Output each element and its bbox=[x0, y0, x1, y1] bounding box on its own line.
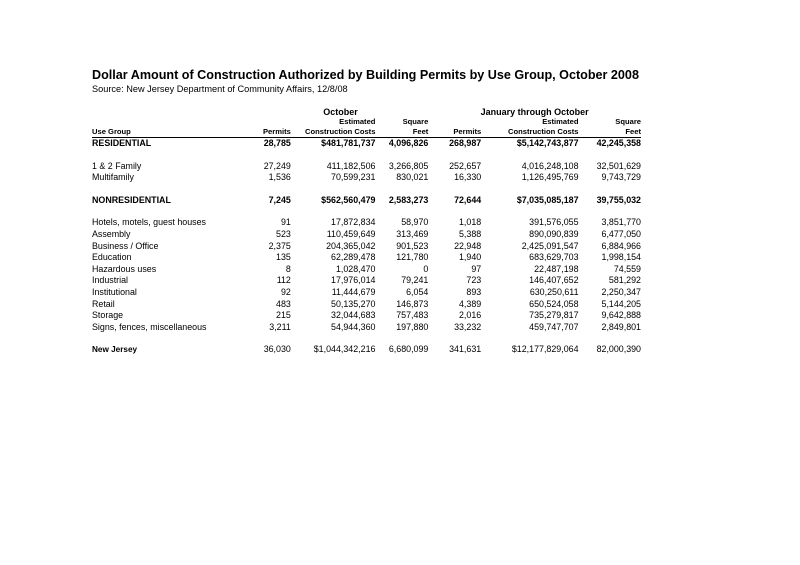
spacer-row bbox=[92, 206, 641, 217]
cell-label: Institutional bbox=[92, 286, 137, 297]
cell-oct-permits: 27,249 bbox=[263, 160, 291, 171]
cell-oct-permits: 7,245 bbox=[268, 194, 291, 205]
cell-oct-permits: 92 bbox=[280, 286, 291, 297]
cell-label: Education bbox=[92, 252, 132, 263]
cell-oct-sqft: 121,780 bbox=[396, 252, 429, 263]
cell-ytd-sqft: 581,292 bbox=[608, 275, 641, 286]
cell-oct-cost: 110,459,649 bbox=[326, 228, 376, 239]
cell-ytd-sqft: 74,559 bbox=[613, 263, 641, 274]
cell-ytd-cost: 146,407,652 bbox=[529, 275, 579, 286]
cell-oct-permits: 483 bbox=[276, 298, 291, 309]
cell-oct-cost: $1,044,342,216 bbox=[313, 344, 376, 355]
cell-oct-cost: 411,182,506 bbox=[326, 160, 376, 171]
cell-oct-sqft: 313,469 bbox=[396, 228, 429, 239]
cell-oct-sqft: 146,873 bbox=[396, 298, 429, 309]
cell-ytd-sqft: 32,501,629 bbox=[596, 160, 641, 171]
cell-ytd-cost: 890,090,839 bbox=[529, 228, 579, 239]
table-row-family12 bbox=[92, 161, 641, 173]
report-header bbox=[92, 68, 652, 95]
cell-ytd-cost: $5,142,743,877 bbox=[516, 138, 579, 148]
cell-ytd-sqft: 6,477,050 bbox=[601, 228, 641, 239]
cell-label: Hotels, motels, guest houses bbox=[92, 217, 206, 228]
period-header-row bbox=[92, 103, 641, 117]
cell-label: Storage bbox=[92, 310, 124, 321]
table-row-new-jersey bbox=[92, 344, 641, 356]
period-ytd: January through October bbox=[480, 107, 589, 117]
spacer-row bbox=[92, 150, 641, 161]
cell-ytd-permits: 1,940 bbox=[459, 252, 482, 263]
table-row-industrial bbox=[92, 275, 641, 287]
oct-cost-header: Construction Costs bbox=[291, 127, 376, 138]
cell-oct-sqft: 79,241 bbox=[401, 275, 429, 286]
table-row-hazardous bbox=[92, 264, 641, 276]
cell-ytd-permits: 97 bbox=[471, 263, 482, 274]
use-group-header: Use Group bbox=[92, 127, 253, 138]
cell-oct-cost: 50,135,270 bbox=[331, 298, 376, 309]
cell-oct-cost: 32,044,683 bbox=[331, 310, 376, 321]
cell-ytd-cost: 735,279,817 bbox=[529, 310, 579, 321]
oct-feet-header: Feet bbox=[375, 127, 428, 138]
cell-oct-permits: 2,375 bbox=[268, 240, 291, 251]
cell-ytd-permits: 2,016 bbox=[459, 310, 482, 321]
cell-ytd-sqft: 9,743,729 bbox=[601, 172, 641, 183]
spacer-row bbox=[92, 333, 641, 344]
cell-oct-sqft: 757,483 bbox=[396, 310, 429, 321]
cell-ytd-sqft: 42,245,358 bbox=[596, 138, 641, 148]
permits-table bbox=[92, 103, 641, 356]
cell-ytd-permits: 341,631 bbox=[449, 344, 482, 355]
cell-ytd-cost: 1,126,495,769 bbox=[521, 172, 579, 183]
table-row-retail bbox=[92, 299, 641, 311]
table-row-institutional bbox=[92, 287, 641, 299]
cell-ytd-sqft: 6,884,966 bbox=[601, 240, 641, 251]
ytd-cost-header: Construction Costs bbox=[481, 127, 578, 138]
cell-oct-sqft: 901,523 bbox=[396, 240, 429, 251]
cell-oct-permits: 215 bbox=[276, 310, 291, 321]
cell-ytd-permits: 5,388 bbox=[459, 228, 482, 239]
cell-oct-cost: 1,028,470 bbox=[335, 263, 376, 274]
cell-oct-sqft: 197,880 bbox=[396, 321, 429, 332]
ytd-square-header: Square bbox=[615, 117, 641, 126]
ytd-feet-header: Feet bbox=[579, 127, 641, 138]
column-header-row-1 bbox=[92, 117, 641, 127]
cell-ytd-cost: 630,250,611 bbox=[529, 286, 579, 297]
cell-ytd-sqft: 82,000,390 bbox=[596, 344, 641, 355]
cell-label: Assembly bbox=[92, 228, 131, 239]
report-source: Source: New Jersey Department of Community Affairs, 12/8/08 bbox=[92, 84, 348, 94]
cell-ytd-cost: 391,576,055 bbox=[529, 217, 579, 228]
cell-label: Signs, fences, miscellaneous bbox=[92, 321, 207, 332]
cell-ytd-permits: 268,987 bbox=[449, 138, 482, 148]
cell-oct-permits: 8 bbox=[285, 263, 291, 274]
cell-oct-sqft: 3,266,805 bbox=[388, 160, 429, 171]
cell-ytd-permits: 252,657 bbox=[449, 160, 482, 171]
cell-oct-cost: 17,872,834 bbox=[331, 217, 376, 228]
cell-oct-sqft: 2,583,273 bbox=[388, 194, 429, 205]
cell-oct-cost: 54,944,360 bbox=[331, 321, 376, 332]
oct-estimated-header: Estimated bbox=[339, 117, 376, 126]
column-header-row-2 bbox=[92, 127, 641, 138]
report-title: Dollar Amount of Construction Authorized by Building Permits by Use Group, October 2008 bbox=[92, 68, 639, 82]
cell-oct-permits: 36,030 bbox=[263, 344, 291, 355]
cell-oct-permits: 28,785 bbox=[263, 138, 291, 148]
cell-oct-cost: 70,599,231 bbox=[331, 172, 376, 183]
cell-ytd-cost: 2,425,091,547 bbox=[521, 240, 579, 251]
cell-ytd-cost: 22,487,198 bbox=[534, 263, 579, 274]
table-row-signs bbox=[92, 322, 641, 334]
cell-oct-cost: $562,560,479 bbox=[321, 194, 376, 205]
cell-ytd-sqft: 1,998,154 bbox=[601, 252, 641, 263]
cell-oct-cost: 204,365,042 bbox=[326, 240, 376, 251]
cell-ytd-cost: 650,524,058 bbox=[529, 298, 579, 309]
cell-label: Business / Office bbox=[92, 240, 159, 251]
cell-oct-permits: 1,536 bbox=[268, 172, 291, 183]
table-row-nonresidential bbox=[92, 195, 641, 207]
cell-ytd-cost: $12,177,829,064 bbox=[511, 344, 579, 355]
oct-permits-header: Permits bbox=[253, 127, 291, 138]
cell-oct-sqft: 0 bbox=[423, 263, 429, 274]
cell-ytd-sqft: 3,851,770 bbox=[601, 217, 641, 228]
cell-ytd-permits: 4,389 bbox=[459, 298, 482, 309]
ytd-permits-header: Permits bbox=[428, 127, 481, 138]
cell-label: Retail bbox=[92, 298, 115, 309]
cell-oct-sqft: 830,021 bbox=[396, 172, 429, 183]
cell-oct-permits: 523 bbox=[276, 228, 291, 239]
cell-ytd-cost: 4,016,248,108 bbox=[521, 160, 579, 171]
table-row-residential bbox=[92, 138, 641, 150]
period-spacer bbox=[92, 103, 253, 117]
cell-ytd-cost: 683,629,703 bbox=[529, 252, 579, 263]
cell-label: RESIDENTIAL bbox=[92, 138, 152, 148]
cell-oct-cost: 62,289,478 bbox=[331, 252, 376, 263]
cell-ytd-cost: 459,747,707 bbox=[529, 321, 579, 332]
cell-ytd-permits: 33,232 bbox=[454, 321, 482, 332]
cell-oct-cost: $481,781,737 bbox=[321, 138, 376, 148]
period-october: October bbox=[323, 107, 358, 117]
ytd-estimated-header: Estimated bbox=[542, 117, 579, 126]
cell-oct-sqft: 58,970 bbox=[401, 217, 429, 228]
cell-ytd-sqft: 9,642,888 bbox=[601, 310, 641, 321]
spacer-row bbox=[92, 184, 641, 195]
cell-oct-cost: 17,976,014 bbox=[331, 275, 376, 286]
cell-ytd-permits: 72,644 bbox=[454, 194, 482, 205]
table-row-hotels bbox=[92, 217, 641, 229]
cell-ytd-sqft: 2,250,347 bbox=[601, 286, 641, 297]
cell-label: NONRESIDENTIAL bbox=[92, 194, 171, 205]
cell-oct-permits: 91 bbox=[280, 217, 291, 228]
cell-oct-sqft: 4,096,826 bbox=[388, 138, 429, 148]
cell-ytd-permits: 893 bbox=[466, 286, 482, 297]
cell-oct-permits: 112 bbox=[276, 275, 291, 286]
cell-ytd-sqft: 39,755,032 bbox=[596, 194, 641, 205]
cell-label: Industrial bbox=[92, 275, 129, 286]
cell-label: New Jersey bbox=[92, 345, 138, 355]
cell-oct-cost: 11,444,679 bbox=[331, 286, 376, 297]
table-row-multifamily bbox=[92, 172, 641, 184]
cell-ytd-permits: 1,018 bbox=[459, 217, 482, 228]
cell-label: Multifamily bbox=[92, 172, 134, 183]
table-row-storage bbox=[92, 310, 641, 322]
cell-oct-permits: 135 bbox=[276, 252, 291, 263]
cell-ytd-sqft: 2,849,801 bbox=[601, 321, 641, 332]
table-row-business bbox=[92, 241, 641, 253]
cell-ytd-sqft: 5,144,205 bbox=[601, 298, 641, 309]
cell-ytd-permits: 723 bbox=[466, 275, 482, 286]
oct-square-header: Square bbox=[402, 117, 429, 126]
cell-ytd-permits: 22,948 bbox=[454, 240, 482, 251]
table-row-education bbox=[92, 252, 641, 264]
cell-oct-sqft: 6,680,099 bbox=[388, 344, 429, 355]
table-row-assembly bbox=[92, 229, 641, 241]
cell-oct-sqft: 6,054 bbox=[406, 286, 429, 297]
cell-label: Hazardous uses bbox=[92, 263, 157, 274]
cell-oct-permits: 3,211 bbox=[269, 321, 291, 332]
cell-ytd-cost: $7,035,085,187 bbox=[516, 194, 579, 205]
cell-label: 1 & 2 Family bbox=[92, 160, 142, 171]
cell-ytd-permits: 16,330 bbox=[454, 172, 482, 183]
